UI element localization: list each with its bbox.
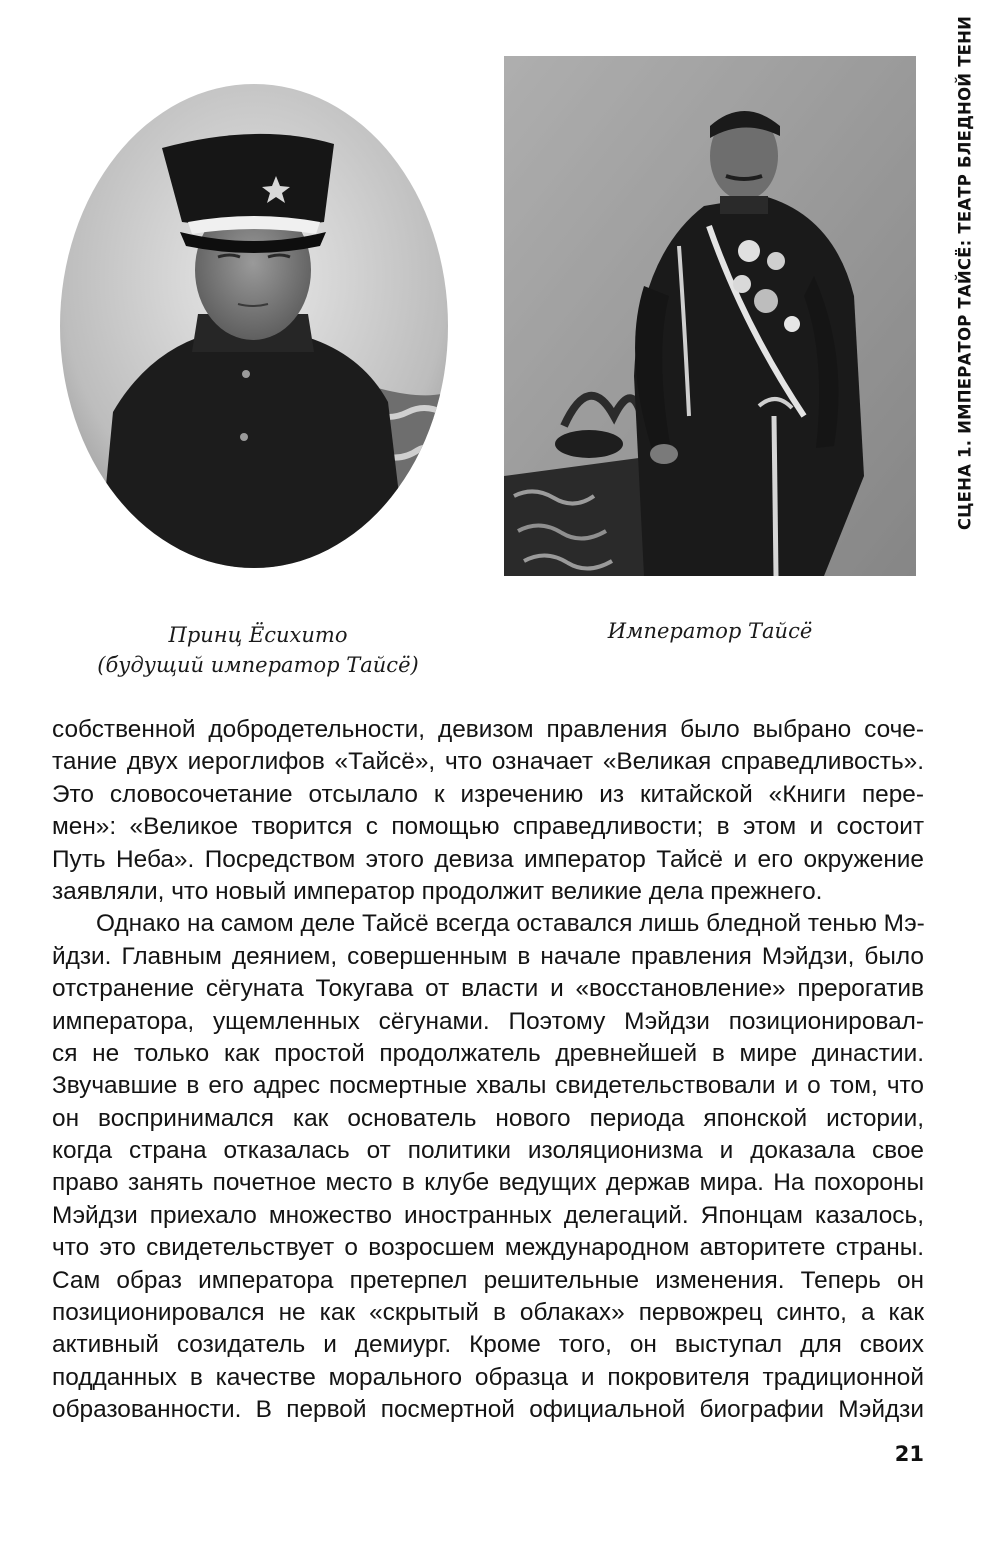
body-text xyxy=(52,714,924,1427)
body-line: активный созидатель и демиург. Кроме того, он выступал для своих xyxy=(52,1331,924,1359)
body-line: заявляли, что новый император продолжит великие дела прежнего. xyxy=(52,877,823,905)
body-line: ся не только как простой продолжатель древнейшей в мире династии. xyxy=(52,1039,924,1067)
body-line: Путь Неба». Посредством этого девиза император Тайсё и его окружение xyxy=(52,845,924,873)
running-header xyxy=(947,15,983,531)
body-line: Мэйдзи приехало множество иностранных делегаций. Японцам казалось, xyxy=(52,1201,924,1229)
body-line: он воспринимался как основатель нового периода японской истории, xyxy=(52,1104,924,1132)
body-line: что это свидетельствует о возросшем международном авторитете страны. xyxy=(52,1234,924,1262)
body-line: Это словосочетание отсылало к изречению из китайской «Книги пере- xyxy=(52,780,924,808)
body-line: Однако на самом деле Тайсё всегда оставался лишь бледной тенью Мэ- xyxy=(96,910,925,938)
body-line: образованности. В первой посмертной официальной биографии Мэйдзи xyxy=(52,1396,924,1424)
body-line: когда страна отказалась от политики изоляционизма и доказала свое xyxy=(52,1137,924,1165)
body-line: императора, ущемленных сёгунами. Поэтому Мэйдзи позиционировал- xyxy=(52,1007,924,1035)
body-line: право занять почетное место в клубе ведущих держав мира. На похороны xyxy=(52,1169,924,1197)
body-line: Звучавшие в его адрес посмертные хвалы свидетельствовали и о том, что xyxy=(52,1072,924,1100)
body-line: позиционировался не как «скрытый в облаках» первожрец синто, а как xyxy=(52,1299,924,1327)
running-header-text: СЦЕНА 1. ИМПЕРАТОР ТАЙСЁ: ТЕАТР БЛЕДНОЙ ТЕНИ xyxy=(955,15,975,531)
body-line: собственной добродетельности, девизом правления было выбрано соче- xyxy=(52,716,924,743)
body-line: отстранение сёгуната Токугава от власти и «восстановление» прерогатив xyxy=(52,975,924,1003)
body-line: тание двух иероглифов «Тайсё», что означает «Великая справедливость». xyxy=(52,748,924,776)
caption-left-line-2: (будущий император Тайсё) xyxy=(97,653,419,677)
photo-emperor-taisho xyxy=(504,56,916,576)
body-line: подданных в качестве морального образца и покровителя традиционной xyxy=(52,1363,924,1391)
caption-left-line-1: Принц Ёсихито xyxy=(168,623,348,647)
body-line: мен»: «Великое творится с помощью справедливости; в этом и состоит xyxy=(52,813,924,841)
body-line: Сам образ императора претерпел решительные изменения. Теперь он xyxy=(52,1266,924,1294)
body-line: йдзи. Главным деянием, совершенным в начале правления Мэйдзи, было xyxy=(52,942,924,970)
caption-right-line-1: Император Тайсё xyxy=(607,619,813,643)
caption-left xyxy=(88,620,428,680)
caption-right xyxy=(560,616,860,646)
photo-prince-yoshihito xyxy=(58,82,450,570)
page-number: 21 xyxy=(894,1442,924,1466)
